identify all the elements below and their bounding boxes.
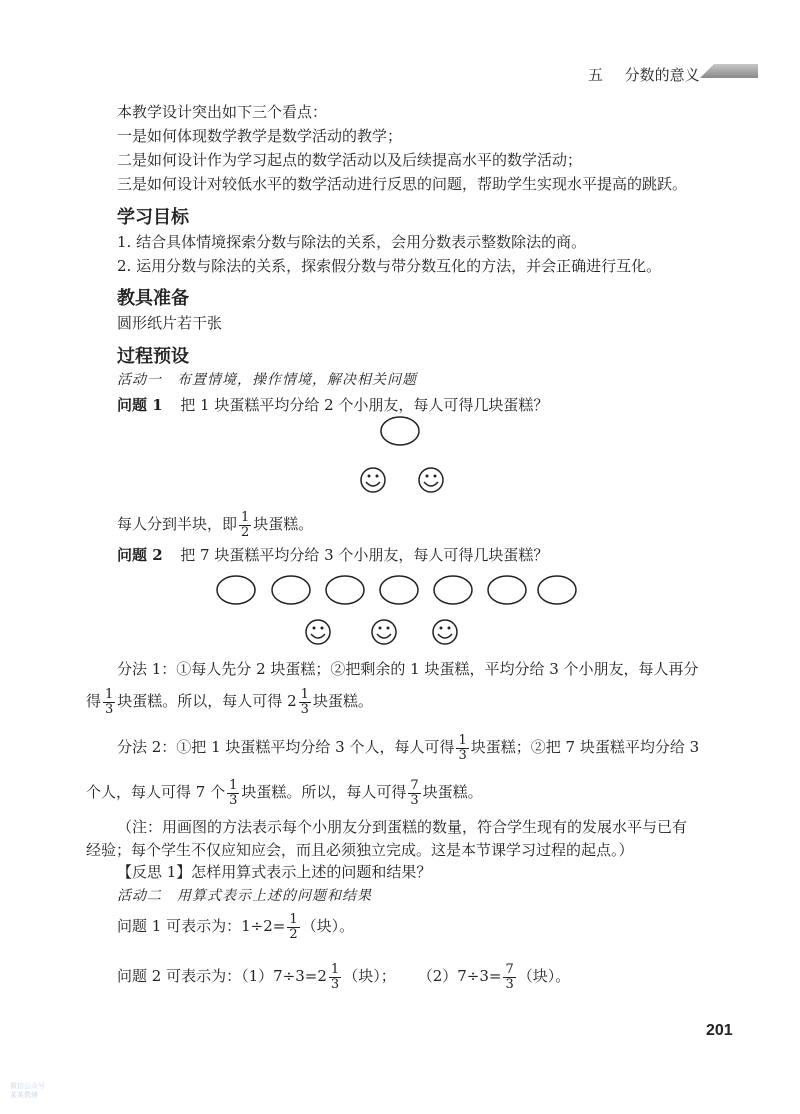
cake-icon: [538, 576, 576, 604]
question-1-text: 把 1 块蛋糕平均分给 2 个小朋友，每人可得几块蛋糕？: [180, 396, 549, 414]
goal-item-1: 1. 结合具体情境探索分数与除法的关系，会用分数表示整数除法的商。: [117, 233, 587, 251]
intro-point-3: 三是如何设计对较低水平的数学活动进行反思的问题，帮助学生实现水平提高的跳跃。: [117, 175, 688, 193]
chapter-number: 五: [588, 66, 604, 84]
question-2: [117, 545, 548, 565]
fraction-one-third: $\frac{1}{3}$: [229, 777, 238, 808]
activity-2-title: 活动二 用算式表示上述的问题和结果: [117, 888, 372, 904]
fraction-seven-thirds: $\frac{7}{3}$: [505, 961, 514, 992]
reflection-1: 【反思 1】怎样用算式表示上述的问题和结果？: [117, 863, 432, 881]
figure-cake-two-children: [350, 414, 460, 498]
question-2-label: 问题 2: [117, 546, 163, 564]
fraction-one-half: $\frac{1}{2}$: [241, 509, 250, 540]
cake-row: [217, 576, 576, 604]
figure-seven-cakes-three-children: [212, 568, 578, 650]
goal-item-2: 2. 运用分数与除法的关系，探索假分数与带分数互化的方法，并会正确进行互化。: [117, 257, 662, 275]
header-tab-decoration: [700, 62, 760, 82]
intro-point-1: 一是如何体现数学教学是数学活动的教学；: [117, 127, 403, 145]
equation-question-2: 问题 2 可表示为：（1）7÷3=2 $\frac{1}{3}$ （块）； （2）7÷3= $\frac{7}{3}$ （块）。: [117, 961, 571, 992]
method-1-line-1: 分法 1：①每人先分 2 块蛋糕；②把剩余的 1 块蛋糕，平均分给 3 个小朋友，每人再分: [117, 660, 699, 678]
cake-icon: [434, 576, 472, 604]
question-1-label: 问题 1: [117, 396, 163, 414]
fraction-one-third: $\frac{1}{3}$: [330, 961, 340, 992]
smiley-icon: [361, 468, 385, 492]
method-1-line-2: 得 $\frac{1}{3}$ 块蛋糕。所以，每人可得 2 $\frac{1}{3}$ 块蛋糕。: [86, 686, 373, 717]
chapter-header: [588, 64, 700, 85]
question-1-answer: 每人分到半块，即 $\frac{1}{2}$ 块蛋糕。: [117, 509, 314, 540]
fraction-one-third: $\frac{1}{3}$: [458, 732, 467, 763]
smiley-icon: [433, 620, 457, 644]
question-2-text: 把 7 块蛋糕平均分给 3 个小朋友，每人可得几块蛋糕？: [180, 546, 549, 564]
intro-point-2: 二是如何设计作为学习起点的数学活动以及后续提高水平的数学活动；: [117, 151, 583, 169]
cake-icon: [381, 417, 419, 445]
activity-1-title: 活动一 布置情境，操作情境，解决相关问题: [117, 372, 417, 388]
process-heading: 过程预设: [117, 346, 189, 367]
cake-icon: [217, 576, 255, 604]
cake-icon: [326, 576, 364, 604]
intro-lead: 本教学设计突出如下三个看点：: [117, 103, 328, 121]
tools-heading: 教具准备: [117, 288, 189, 309]
fraction-one-half: $\frac{1}{2}$: [289, 911, 298, 942]
smiley-icon: [372, 620, 396, 644]
cake-icon: [380, 576, 418, 604]
fraction-one-third: $\frac{1}{3}$: [300, 686, 309, 717]
chapter-title: 分数的意义: [624, 66, 700, 84]
method-2-line-1: 分法 2：①把 1 块蛋糕平均分给 3 个人，每人可得 $\frac{1}{3}$ 块蛋糕；②把 7 块蛋糕平均分给 3: [117, 732, 700, 763]
fraction-seven-thirds: $\frac{7}{3}$: [410, 777, 419, 808]
watermark-logo: 微信公众号 某某教辅: [10, 1083, 45, 1099]
method-2-line-2: 个人，每人可得 7 个 $\frac{1}{3}$ 块蛋糕。所以，每人可得 $\frac{7}{3}$ 块蛋糕。: [86, 777, 483, 808]
page-number: 201: [706, 1022, 733, 1039]
goals-heading: 学习目标: [117, 207, 189, 228]
note-line-2: 经验；每个学生不仅应知应会，而且必须独立完成。这是本节课学习过程的起点。）: [86, 841, 634, 859]
fraction-one-third: $\frac{1}{3}$: [105, 686, 114, 717]
equation-question-1: 问题 1 可表示为：1÷2= $\frac{1}{2}$ （块）。: [117, 911, 355, 942]
cake-icon: [272, 576, 310, 604]
note-line-1: （注：用画图的方法表示每个小朋友分到蛋糕的数量，符合学生现有的发展水平与已有: [117, 818, 688, 836]
smiley-icon: [306, 620, 330, 644]
cake-icon: [488, 576, 526, 604]
question-1: [117, 395, 548, 415]
tools-text: 圆形纸片若干张: [117, 314, 223, 332]
smiley-icon: [419, 468, 443, 492]
